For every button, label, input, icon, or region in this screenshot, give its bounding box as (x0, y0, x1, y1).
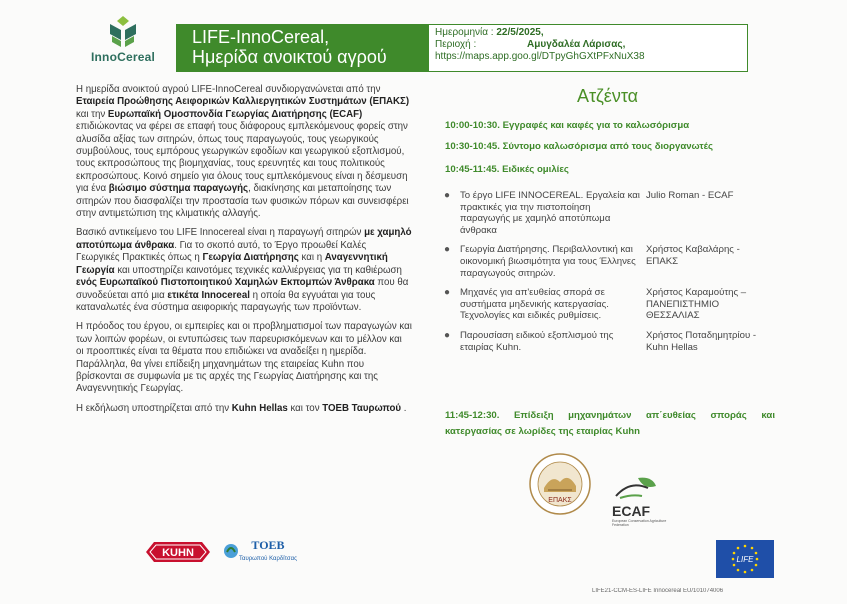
event-info-box (428, 24, 748, 72)
bullet-icon: ● (444, 244, 451, 256)
area-label: Περιοχή : (435, 39, 477, 50)
epak-logo (528, 452, 592, 516)
talk-item (444, 244, 764, 279)
description-column (76, 84, 412, 422)
ecaf-logo (612, 474, 678, 527)
talk-description: Παρουσίαση ειδικού εξοπλισμού της εταιρίας Kuhn. (460, 329, 614, 353)
text-run: και η (298, 252, 325, 264)
paragraph-objective (76, 227, 412, 314)
bold-text-run: Εταιρεία Προώθησης Αειφορικών Καλλιεργητικών Συστημάτων (ΕΠΑΚΣ) (76, 96, 410, 108)
talk-speaker: Χρήστος Καραμούτης – ΠΑΝΕΠΙΣΤΗΜΙΟ ΘΕΣΣΑΛΙΑΣ (646, 287, 747, 322)
talk-item (444, 287, 764, 322)
talks-list (444, 190, 764, 361)
text-run: , διακίνησης και μεταποίησης των σιτηρών που διασφαλίζει την προστασία των φυσικών πόρων και συνεισφέρει στην αντιμετώπιση της κλιματικής αλλαγής. (76, 183, 409, 220)
talk-speaker: Julio Roman - ECAF (646, 190, 734, 201)
eu-life-logo-text: LIFE (736, 555, 754, 564)
kuhn-logo (144, 540, 212, 564)
talk-item (444, 190, 764, 236)
bold-text-run: ΤΟΕΒ Ταυρωπού (322, 402, 402, 414)
ecaf-logo-subtitle: European Conservation Agriculture Federation (612, 519, 667, 527)
bold-text-run: Kuhn Hellas (231, 402, 288, 414)
text-run: επιδιώκοντας να φέρει σε επαφή τους διάφορους εμπλεκόμενους φορείς στην αλυσίδα αξίας των σιτηρών, όπως τους παραγωγούς, τους γεωργικούς συμβούλους, τους εμπόρους γεωργικών εφοδίων και γεωργικού εξοπλισμού, τους εκπροσώπους της βιομηχανίας, τους ερευνητές και τους πολιτικούς εκπροσώπους. Κοινό σημείο για όλους τους εμπλεκόμενους είναι η δέσμευση για ένα (76, 121, 408, 195)
talk-speaker: Χρήστος Καβαλάρης - ΕΠΑΚΣ (646, 244, 740, 267)
innocereal-logo-icon (106, 14, 140, 48)
epak-logo-text: ΕΠΑΚΣ (548, 497, 572, 504)
text-run: . (401, 402, 407, 414)
agenda-slot-registration: 10:00-10:30. Εγγραφές και καφές για το καλωσόρισμα (445, 120, 690, 131)
agenda-title: Ατζέντα (577, 86, 639, 106)
ecaf-leaf-icon (612, 474, 662, 500)
bold-text-run: Αναγεννητική Γεωργία (76, 252, 388, 276)
text-run: που θα συνοδεύεται από μια (76, 277, 409, 301)
paragraph-sponsors (76, 403, 412, 415)
bold-text-run: ενός Ευρωπαϊκού Πιστοποιητικού Χαμηλών Εκπομπών Άνθρακα (76, 277, 375, 289)
bold-text-run: Γεωργία Διατήρησης (202, 252, 299, 264)
bold-text-run: βιώσιμο σύστημα παραγωγής (108, 183, 249, 195)
ecaf-logo-text: ECAF (612, 503, 651, 519)
text-run: . Για το σκοπό αυτό, το Έργο προωθεί Καλές Γεωργικές Πρακτικές όπως η (76, 239, 367, 264)
map-link[interactable]: https://maps.app.goo.gl/DTpyGhGXtPFxNuX38 (435, 51, 645, 62)
agenda-slot-welcome: 10:30-10:45. Σύντομο καλωσόρισμα από τους διοργανωτές (445, 141, 713, 152)
talk-item (444, 330, 764, 353)
talk-description: Το έργο LIFE INNOCEREAL. Εργαλεία και πρακτικές για την πιστοποίηση παραγωγής με χαμηλό αποτύπωμα άνθρακα (460, 190, 640, 236)
toeb-logo-subtitle: Ταυρωπού Καρδίτσας (239, 556, 297, 562)
text-run: η οποία θα εγγυάται για τους καταναλωτές ένα σύστημα αειφορικής παραγωγής των προϊόντων. (76, 289, 376, 313)
bold-text-run: ετικέτα Innocereal (167, 289, 250, 301)
talk-description: Γεωργία Διατήρησης. Περιβαλλοντική και οικονομική βιωσιμότητα για τους Έλληνες παραγωγούς σιτηρών. (460, 244, 636, 279)
area-row (435, 39, 741, 51)
text-run: Η ημερίδα ανοικτού αγρού LIFE-InnoCereal συνδιοργανώνεται από την (76, 84, 381, 95)
agenda-slot-demonstration: 11:45-12:30. Επίδειξη μηχανημάτων απ΄ευθείας σποράς και κατεργασίας σε λωρίδες της εταιρίας Kuhn (445, 410, 775, 437)
paragraph-progress (76, 321, 412, 395)
text-run: και τον (287, 402, 323, 414)
bullet-icon: ● (444, 329, 451, 341)
talk-description: Μηχανές για απ'ευθείας σπορά σε συστήματα μηδενικής κατεργασίας. Τεχνολογίες και ειδικές ρυθμίσεις. (460, 287, 609, 322)
bullet-icon: ● (444, 287, 451, 299)
date-label: Ημερομηνία : (435, 27, 494, 38)
talk-speaker: Χρήστος Ποταδημητρίου - Kuhn Hellas (646, 329, 757, 353)
agenda-slot-talks: 10:45-11:45. Ειδικές ομιλίες (445, 164, 569, 175)
text-run: Η εκδήλωση υποστηρίζεται από την (76, 402, 232, 414)
text-run: και την (76, 108, 108, 120)
title-line-2: Ημερίδα ανοικτού αγρού (192, 47, 387, 67)
title-line-1: LIFE-InnoCereal, (192, 27, 330, 47)
kuhn-logo-text: KUHN (162, 547, 194, 559)
toeb-logo-text: ΤΟΕΒ (251, 538, 285, 552)
bullet-icon: ● (444, 190, 451, 201)
innocereal-logo (88, 14, 158, 64)
toeb-logo (222, 536, 302, 566)
bold-text-run: Ευρωπαϊκή Ομοσπονδία Γεωργίας Διατήρησης (ECAF) (107, 108, 363, 120)
date-value: 22/5/2025, (496, 27, 544, 38)
area-value: Αμυγδαλέα Λάρισας, (527, 39, 626, 50)
title-banner (176, 24, 428, 72)
date-row (435, 27, 741, 39)
paragraph-intro (76, 84, 412, 220)
bold-text-run: με χαμηλό αποτύπωμα άνθρακα (76, 227, 412, 251)
logo-text: InnoCereal (90, 50, 155, 64)
footer-grant-id: LIFE21-CCM-ES-LIFE Innocereal EU/101074006 (592, 588, 724, 594)
text-run: Η πρόοδος του έργου, οι εμπειρίες και οι προβληματισμοί των παραγωγών και των λοιπών φορέων, οι εντυπώσεις των παρευρισκόμενων και το μέλλον και οι προοπτικές είναι τα θέματα που επιδιώκει να αναδείξει η ημερίδα. Παράλληλα, θα γίνει επίδειξη μηχανημάτων της εταιρείας Kuhn που βρίσκονται σε συμφωνία με τις αρχές της Γεωργίας Διατήρησης και της Αναγεννητικής Γεωργίας. (76, 321, 412, 395)
eu-life-logo (716, 540, 774, 578)
text-run: Βασικό αντικείμενο του LIFE Innocereal είναι η παραγωγή σιτηρών (76, 227, 365, 239)
text-run: και υποστηρίζει καινοτόμες τεχνικές καλλιέργειας για τη καθιέρωση (114, 264, 402, 276)
